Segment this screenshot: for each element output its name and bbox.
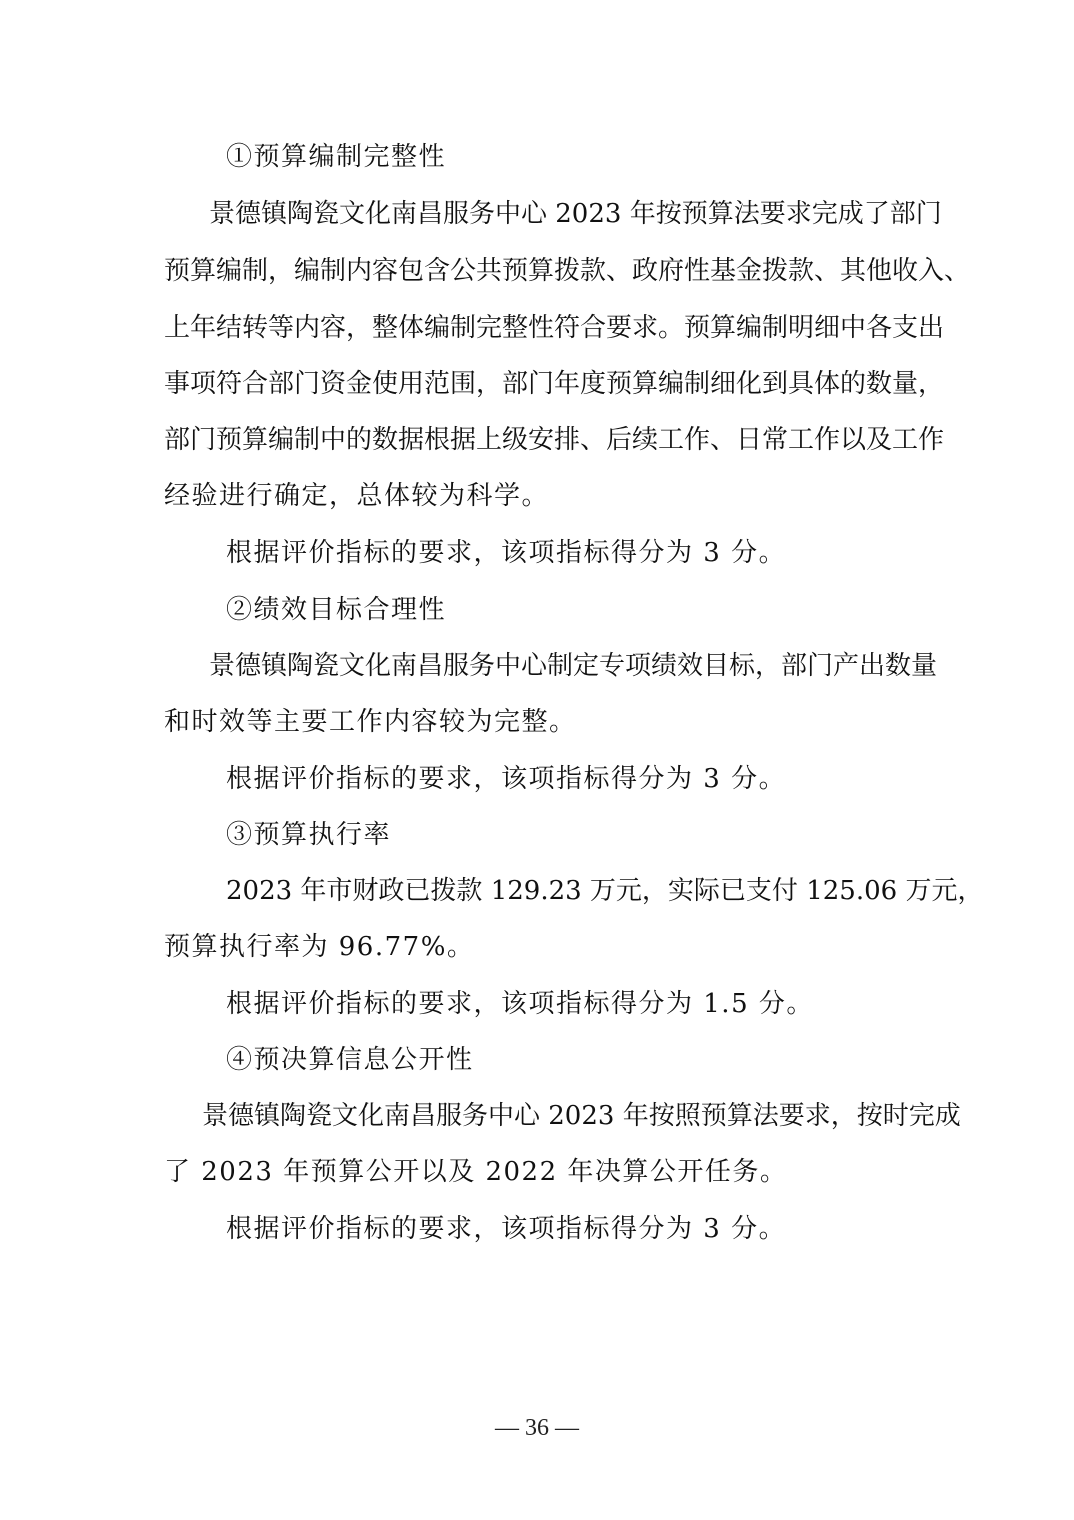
score-statement: 根据评价指标的要求，该项指标得分为 1.5 分。 (226, 989, 814, 1019)
score-statement: 根据评价指标的要求，该项指标得分为 3 分。 (226, 764, 787, 794)
score-statement: 根据评价指标的要求，该项指标得分为 3 分。 (226, 1214, 787, 1244)
paragraph-line: 预算编制，编制内容包含公共预算拨款、政府性基金拨款、其他收入、 (164, 256, 971, 286)
paragraph-line: 景德镇陶瓷文化南昌服务中心 2023 年按预算法要求完成了部门 (209, 199, 942, 229)
paragraph-line: 和时效等主要工作内容较为完整。 (164, 707, 577, 737)
paragraph-line: 预算执行率为 96.77%。 (164, 932, 475, 962)
paragraph-line: 了 2023 年预算公开以及 2022 年决算公开任务。 (164, 1157, 788, 1187)
page-number: — 36 — (495, 1415, 579, 1441)
paragraph-line: 景德镇陶瓷文化南昌服务中心制定专项绩效目标，部门产出数量 (209, 651, 938, 681)
score-statement: 根据评价指标的要求，该项指标得分为 3 分。 (226, 538, 787, 568)
paragraph-line: 经验进行确定，总体较为科学。 (164, 481, 550, 511)
paragraph-line: 上年结转等内容，整体编制完整性符合要求。预算编制明细中各支出 (164, 313, 945, 343)
paragraph-line: 2023 年市财政已拨款 129.23 万元，实际已支付 125.06 万元， (226, 876, 984, 906)
section-heading-performance-goals: ②绩效目标合理性 (226, 595, 447, 625)
paragraph-line: 事项符合部门资金使用范围，部门年度预算编制细化到具体的数量， (164, 369, 945, 399)
section-heading-budget-completeness: ①预算编制完整性 (226, 142, 447, 172)
paragraph-line: 景德镇陶瓷文化南昌服务中心 2023 年按照预算法要求，按时完成 (202, 1101, 961, 1131)
paragraph-line: 部门预算编制中的数据根据上级安排、后续工作、日常工作以及工作 (164, 425, 945, 455)
section-heading-execution-rate: ③预算执行率 (226, 820, 392, 850)
section-heading-disclosure: ④预决算信息公开性 (226, 1045, 474, 1075)
